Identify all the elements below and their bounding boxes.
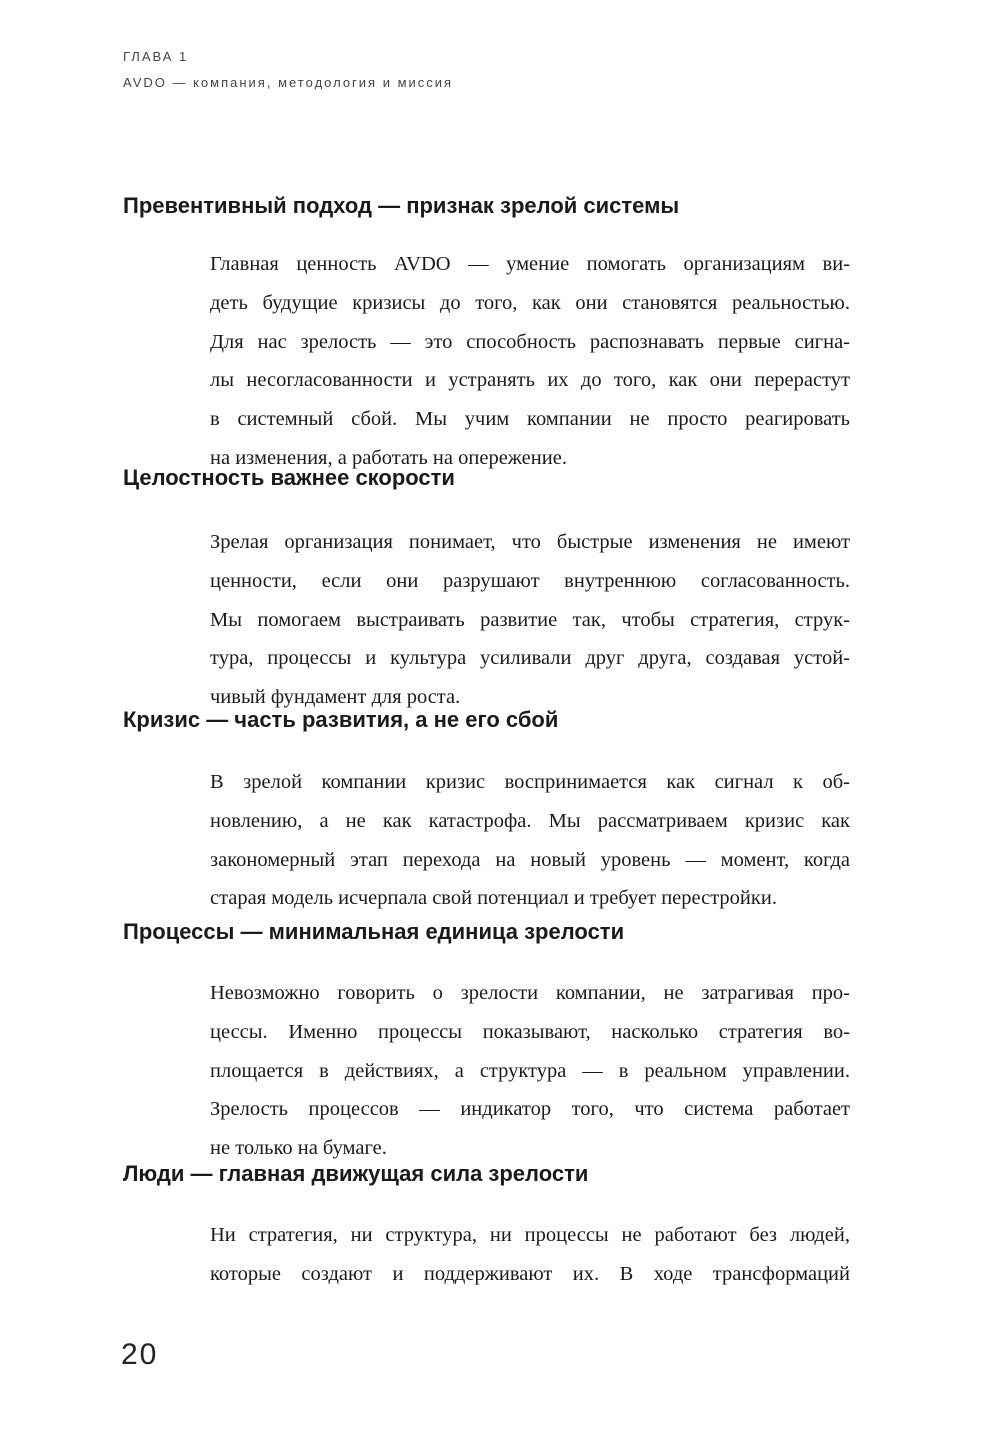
text-line: Главная ценность AVDO — умение помогать организациям ви- bbox=[210, 253, 850, 275]
text-line: Ни стратегия, ни структура, ни процессы не работают без людей, bbox=[210, 1224, 850, 1246]
section-heading-processes: Процессы — минимальная единица зрелости bbox=[123, 919, 625, 944]
text-line: не только на бумаге. bbox=[210, 1137, 387, 1160]
text-line: чивый фундамент для роста. bbox=[210, 686, 461, 709]
text-line: лы несогласованности и устранять их до того, как они перерастут bbox=[210, 369, 850, 392]
text-line: Зрелая организация понимает, что быстрые изменения не имеют bbox=[210, 531, 850, 553]
text-line: площается в действиях, а структура — в реальном управлении. bbox=[210, 1059, 850, 1082]
text-line: В зрелой компании кризис воспринимается как сигнал к об- bbox=[210, 771, 850, 793]
text-line: Мы помогаем выстраивать развитие так, чтобы стратегия, струк- bbox=[210, 608, 850, 631]
section-body-crisis bbox=[210, 763, 850, 918]
text-line: которые создают и поддерживают их. В ходе трансформаций bbox=[210, 1262, 850, 1285]
text-line: Зрелость процессов — индикатор того, что система работает bbox=[210, 1098, 850, 1121]
chapter-label: ГЛАВА 1 bbox=[123, 49, 189, 64]
section-heading-crisis: Кризис — часть развития, а не его сбой bbox=[123, 707, 559, 732]
text-line: ценности, если они разрушают внутреннюю согласованность. bbox=[210, 569, 850, 592]
section-body-preventive bbox=[210, 245, 850, 478]
section-heading-integrity: Целостность важнее скорости bbox=[123, 465, 455, 490]
text-line: новлению, а не как катастрофа. Мы рассматриваем кризис как bbox=[210, 809, 850, 832]
text-line: Невозможно говорить о зрелости компании, не затрагивая про- bbox=[210, 982, 850, 1004]
page-number: 20 bbox=[121, 1338, 159, 1371]
text-line: на изменения, а работать на опережение. bbox=[210, 446, 567, 469]
text-line: старая модель исчерпала свой потенциал и требует перестройки. bbox=[210, 887, 777, 910]
text-line: в системный сбой. Мы учим компании не просто реагировать bbox=[210, 408, 850, 431]
section-heading-people: Люди — главная движущая сила зрелости bbox=[123, 1161, 589, 1186]
chapter-subtitle: AVDO — компания, методология и миссия bbox=[123, 75, 454, 90]
text-line: Для нас зрелость — это способность распознавать первые сигна- bbox=[210, 330, 850, 353]
section-body-processes bbox=[210, 974, 850, 1168]
text-line: цессы. Именно процессы показывают, насколько стратегия во- bbox=[210, 1020, 850, 1043]
section-body-integrity bbox=[210, 523, 850, 717]
section-body-people bbox=[210, 1216, 850, 1294]
section-heading-preventive: Превентивный подход — признак зрелой системы bbox=[123, 193, 680, 218]
running-head bbox=[123, 44, 453, 96]
text-line: закономерный этап перехода на новый уровень — момент, когда bbox=[210, 848, 850, 871]
text-line: тура, процессы и культура усиливали друг друга, создавая устой- bbox=[210, 647, 850, 670]
text-line: деть будущие кризисы до того, как они становятся реальностью. bbox=[210, 291, 850, 314]
